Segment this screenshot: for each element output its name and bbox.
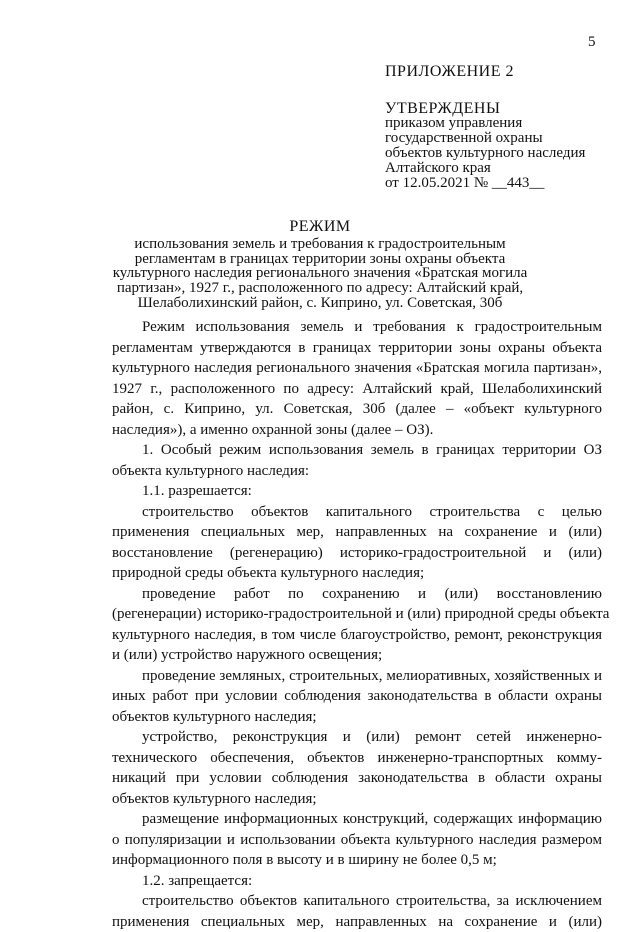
approval-block	[385, 64, 585, 191]
body-line: объекта культурного наследия:	[112, 461, 602, 482]
approval-line: Алтайского края	[385, 161, 585, 176]
body-line: применения специальных мер, направленных на сохранение и (или)	[112, 912, 602, 932]
approved-label: УТВЕРЖДЕНЫ	[385, 101, 585, 116]
title-line: Шелаболихинский район, с. Киприно, ул. Советская, 30б	[0, 296, 640, 311]
body-line: проведение работ по сохранению и (или) восстановлению	[112, 584, 602, 605]
title-line: культурного наследия регионального значения «Братская могила	[0, 266, 640, 281]
body-line: строительство объектов капитального строительства с целью	[112, 502, 602, 523]
approval-date-line: от 12.05.2021 № __443__	[385, 176, 585, 191]
approval-line: объектов культурного наследия	[385, 146, 585, 161]
body-line: 1. Особый режим использования земель в границах территории ОЗ	[112, 440, 602, 461]
body-line: и (или) устройство наружного освещения;	[112, 645, 602, 666]
body-line: устройство, реконструкция и (или) ремонт сетей инженерно-	[112, 727, 602, 748]
body-line: информационного поля в высоту и в ширину не более 0,5 м;	[112, 850, 602, 871]
body-line: проведение земляных, строительных, мелиоративных, хозяйственных и	[112, 666, 602, 687]
body-line: район, с. Киприно, ул. Советская, 30б (далее – «объект культурного	[112, 399, 602, 420]
appendix-label: ПРИЛОЖЕНИЕ 2	[385, 64, 585, 79]
page-number: 5	[588, 34, 596, 51]
body-line: (регенерации) историко-градостроительной и (или) природной среды объекта	[112, 604, 602, 625]
body-line: иных работ при условии соблюдения законодательства в области охраны	[112, 686, 602, 707]
body-line: строительство объектов капитального строительства, за исключением	[112, 891, 602, 912]
title-line: использования земель и требования к градостроительным	[0, 237, 640, 252]
title-line: регламентам в границах территории зоны охраны объекта	[0, 252, 640, 267]
body-line: применения специальных мер, направленных на сохранение и (или)	[112, 522, 602, 543]
body-line: размещение информационных конструкций, содержащих информацию	[112, 809, 602, 830]
body-line: культурного наследия, в том числе благоустройство, ремонт, реконструкция	[112, 625, 602, 646]
document-title	[0, 220, 640, 311]
document-body	[112, 317, 602, 932]
body-line: 1.2. запрещается:	[112, 871, 602, 892]
body-line: объектов культурного наследия;	[112, 707, 602, 728]
body-line: объектов культурного наследия;	[112, 789, 602, 810]
title-line: партизан», 1927 г., расположенного по адресу: Алтайский край,	[0, 281, 640, 296]
approval-line: приказом управления	[385, 116, 585, 131]
body-line: восстановление (регенерацию) историко-градостроительной и (или)	[112, 543, 602, 564]
approval-line: государственной охраны	[385, 131, 585, 146]
title-heading: РЕЖИМ	[0, 220, 640, 235]
body-line: наследия»), а именно охранной зоны (далее – ОЗ).	[112, 420, 602, 441]
body-line: 1927 г., расположенного по адресу: Алтайский край, Шелаболихинский	[112, 379, 602, 400]
body-line: Режим использования земель и требования к градостроительным	[112, 317, 602, 338]
body-line: культурного наследия регионального значения «Братская могила партизан»,	[112, 358, 602, 379]
body-line: технического обеспечения, объектов инженерно-транспортных комму-	[112, 748, 602, 769]
body-line: никаций при условии соблюдения законодательства в области охраны	[112, 768, 602, 789]
body-line: регламентам утверждаются в границах территории зоны охраны объекта	[112, 338, 602, 359]
body-line: 1.1. разрешается:	[112, 481, 602, 502]
body-line: природной среды объекта культурного наследия;	[112, 563, 602, 584]
body-line: о популяризации и использовании объекта культурного наследия размером	[112, 830, 602, 851]
